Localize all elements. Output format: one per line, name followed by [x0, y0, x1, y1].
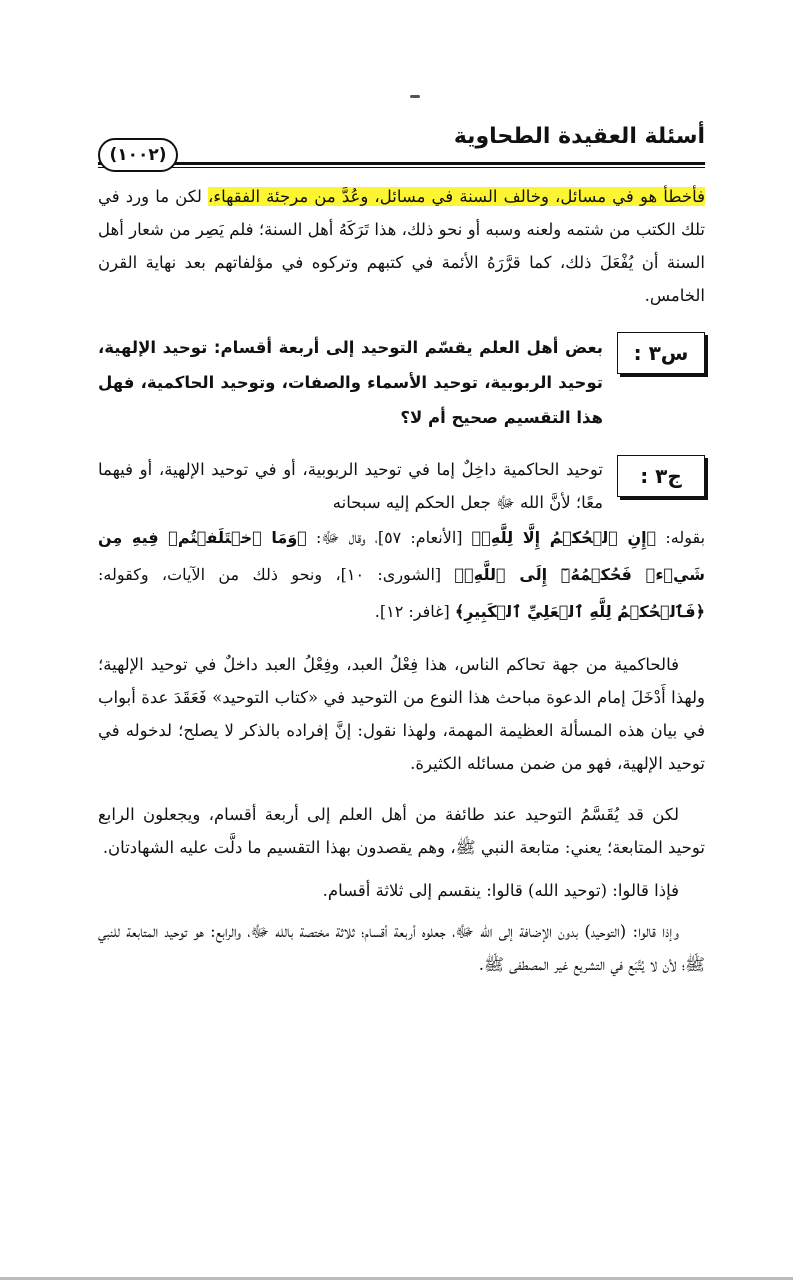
header-rule-thin: [98, 167, 705, 168]
paragraph-5: فإذا قالوا: (توحيد الله) قالوا: ينقسم إلى ثلاثة أقسام.: [322, 881, 679, 900]
verse-2-ref: [الشورى: ١٠]: [340, 565, 442, 584]
question-label: س٣ :: [617, 332, 705, 374]
page-header: [98, 118, 705, 168]
header-rule-thick: [98, 162, 705, 165]
page-body: [98, 180, 705, 981]
paragraph-6: وإذا قالوا: (التوحيد) بدون الإضافة إلى الله ﷻ، جعلوه أربعة أقسام؛ ثلاثة مختصة بالله ﷻ، والرابع: هو توحيد المتابعة للنبي ﷺ؛ لأن لا يُتَّبَع في التشريع غير المصطفى ﷺ.: [98, 922, 705, 974]
paragraph-4: لكن قد يُقَسَّمُ التوحيد عند طائفة من أهل العلم إلى أربعة أقسام، ويجعلون الرابع توحيد المتابعة؛ يعني: متابعة النبي ﷺ، وهم يقصدون بهذا التقسيم ما دلَّت عليه الشهادتان.: [98, 805, 705, 857]
paragraph-1: [98, 180, 705, 312]
verse-2: ﴿وَمَا ٱخۡتَلَفۡتُمۡ فِيهِ مِن شَيۡءٖ فَحُكۡمُهُۥٓ إِلَى ٱللَّهِۚ﴾: [98, 528, 706, 584]
paragraph-3: فالحاكمية من جهة تحاكم الناس، هذا فِعْلُ العبد، وفِعْلُ العبد داخلٌ في توحيد الإلهية؛ ولهذا أَدْخَلَ إمام الدعوة مباحث هذا النوع من التوحيد في «كتاب التوحيد» فَعَقَدَ عدة أبواب في بيان هذه المسألة العظيمة المهمة، ولهذا نقول: إنَّ إفراده بالذكر لا يصلح؛ لدخوله في توحيد الإلهية، فهو من ضمن مسائله الكثيرة.: [98, 655, 705, 773]
quran-citations: [98, 519, 705, 630]
answer-text: توحيد الحاكمية داخِلٌ إما في توحيد الربوبية، أو في توحيد الإلهية، أو فيهما معًا؛ لأنَّ الله ﷻ جعل الحكم إليه سبحانه: [98, 460, 603, 512]
verse-1-ref: [الأنعام: ٥٧]: [377, 528, 463, 547]
page-number: (١٠٠٢): [98, 138, 178, 172]
paragraph-1-rest: لكن ما ورد في تلك الكتب من شتمه ولعنه وسبه أو نحو ذلك، هذا تَرَكَهُ أهل السنة؛ فلم يَصِر من شعار أهل السنة أن يُفْعَلَ ذلك، كما قرَّرَهُ الأئمة في كتبهم وتركوه في مؤلفاتهم بعد نهاية القرن الخامس.: [98, 187, 705, 305]
highlighted-text[interactable]: فأخطأ هو في مسائل، وخالف السنة في مسائل، وعُدَّ من مرجئة الفقهاء،: [208, 187, 705, 206]
answer-label: ج٣ :: [617, 455, 705, 497]
quran-mid: ، ونحو ذلك من الآيات، وكقوله:: [98, 565, 341, 584]
verse-3: ﴿فَٱلۡحُكۡمُ لِلَّهِ ٱلۡعَلِيِّ ٱلۡكَبِيرِ﴾: [454, 602, 705, 621]
question-text: بعض أهل العلم يقسّم التوحيد إلى أربعة أقسام: توحيد الإلهية، توحيد الربوبية، توحيد الأسماء والصفات، وتوحيد الحاكمية، فهل هذا التقسيم صحيح أم لا؟: [98, 338, 603, 427]
verse-3-ref: [غافر: ١٢]: [379, 602, 450, 621]
quran-end: .: [374, 602, 380, 621]
quran-and: ، وقال ﷻ:: [316, 528, 378, 547]
running-title: أسئلة العقيدة الطحاوية: [453, 124, 705, 149]
quran-intro: بقوله:: [665, 528, 706, 547]
verse-1: ﴿إِنِ ٱلۡحُكۡمُ إِلَّا لِلَّهِۗ﴾: [471, 528, 657, 547]
scan-speck: [410, 95, 420, 98]
question-block: [98, 330, 705, 435]
answer-block: [98, 453, 705, 519]
